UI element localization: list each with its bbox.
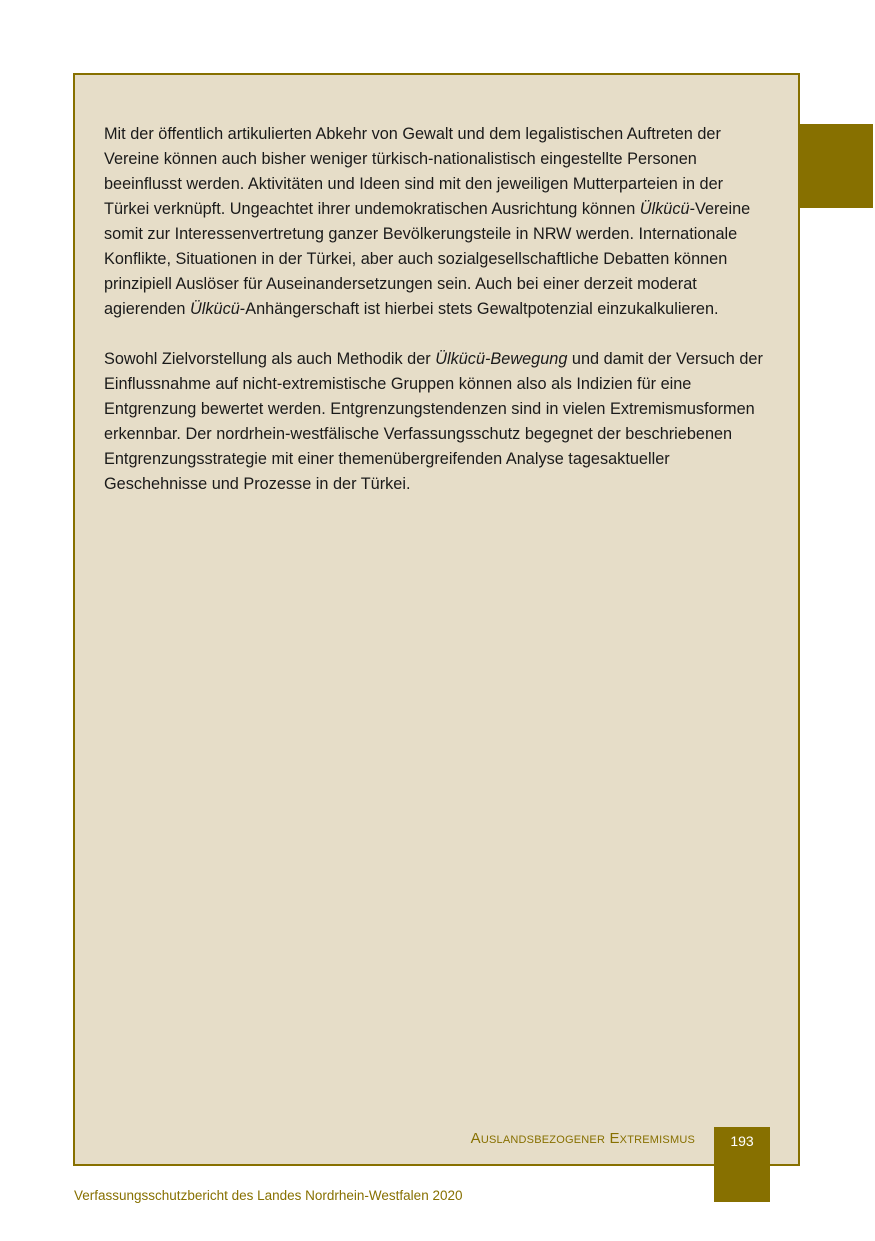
paragraph-2-italic-1: Ülkücü-Bewegung: [435, 350, 568, 368]
paragraph-1-text-2: -Vereine somit zur Interessenvertretung ganzer Bevölkerungsteile in NRW werden. Internationale Konflikte, Situationen in der Türkei, aber auch sozialgesellschaftliche Debatten können prinzipiell Auslöser für Auseinandersetzungen sein. Auch bei einer derzeit moderat agierenden: [104, 200, 751, 318]
section-label: Auslandsbezogener Extremismus: [470, 1130, 695, 1147]
paragraph-1-text-1: Mit der öffentlich artikulierten Abkehr von Gewalt und dem legalistischen Auftreten der Vereine können auch bisher weniger türkisch-nationalistisch eingestellte Personen beeinflusst werden. Aktivitäten und Ideen sind mit den jeweiligen Mutterparteien in der Türkei verknüpft. Ungeachtet ihrer undemokratischen Ausrichtung können: [104, 125, 724, 218]
paragraph-2-text-2: und damit der Versuch der Einflussnahme auf nicht-extremistische Gruppen können also als Indizien für eine Entgrenzung bewertet werden. Entgrenzungstendenzen sind in vielen Extremismusformen erkennbar. Der nordrhein-westfälische Verfassungsschutz begegnet der beschriebenen Entgrenzungsstrategie mit einer themenübergreifenden Analyse tagesaktueller Geschehnisse und Prozesse in der Türkei.: [104, 350, 763, 493]
report-title: Verfassungsschutzbericht des Landes Nordrhein-Westfalen 2020: [74, 1188, 463, 1203]
paragraph-2: [104, 347, 770, 497]
chapter-tab-marker: [798, 124, 873, 208]
page-number-box: [714, 1127, 770, 1202]
paragraph-1: [104, 122, 770, 322]
paragraph-1-italic-2: Ülkücü: [190, 300, 240, 318]
paragraph-1-text-3: -Anhängerschaft ist hierbei stets Gewaltpotenzial einzukalkulieren.: [239, 300, 719, 318]
paragraph-2-text-1: Sowohl Zielvorstellung als auch Methodik der: [104, 350, 436, 368]
page-number: 193: [730, 1133, 754, 1149]
body-text: [104, 122, 770, 522]
paragraph-1-italic-1: Ülkücü: [639, 200, 690, 218]
